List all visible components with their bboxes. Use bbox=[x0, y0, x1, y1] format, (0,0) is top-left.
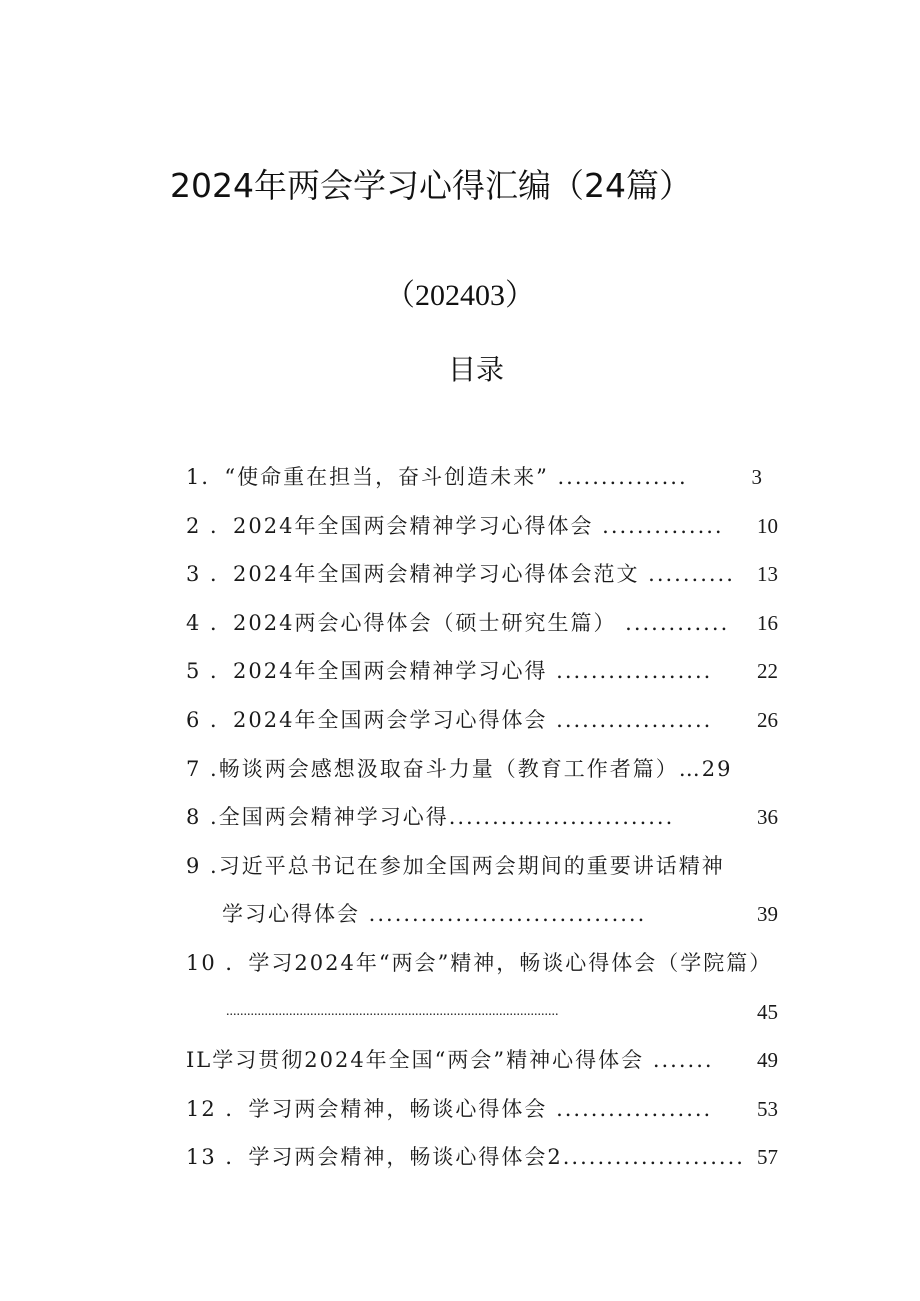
toc-entry-8[interactable] bbox=[186, 799, 778, 848]
table-of-contents bbox=[186, 459, 778, 1188]
toc-entry-text: 6 ．2024年全国两会学习心得体会 .................. bbox=[186, 707, 713, 732]
toc-heading: 目录 bbox=[447, 353, 504, 386]
toc-entry-text: 学习心得体会 ................................ bbox=[222, 902, 647, 927]
toc-entry-page: 39 bbox=[757, 902, 778, 927]
toc-entry-text: 13 ．学习两会精神，畅谈心得体会2..................... bbox=[186, 1145, 745, 1170]
toc-entry-text: 4 ．2024两会心得体会（硕士研究生篇） ............ bbox=[186, 610, 730, 635]
toc-entry-page: 10 bbox=[757, 513, 778, 538]
toc-entry-page: 36 bbox=[757, 805, 778, 830]
toc-entry-page: 57 bbox=[757, 1145, 778, 1170]
toc-dot-leader: ............................................................................................... bbox=[226, 1003, 559, 1019]
toc-entry-4[interactable] bbox=[186, 605, 778, 654]
toc-entry-3[interactable] bbox=[186, 556, 778, 605]
toc-entry-6[interactable] bbox=[186, 702, 778, 751]
toc-entry-7[interactable] bbox=[186, 751, 778, 800]
toc-entry-text: 2 ．2024年全国两会精神学习心得体会 .............. bbox=[186, 513, 724, 538]
toc-entry-text: IL学习贯彻2024年全国“两会”精神心得体会 ....... bbox=[186, 1048, 714, 1073]
toc-entry-12[interactable] bbox=[186, 1091, 778, 1140]
toc-entry-2[interactable] bbox=[186, 508, 778, 557]
document-title: 2024年两会学习心得汇编（24篇） bbox=[170, 166, 692, 205]
toc-entry-text: 3 ．2024年全国两会精神学习心得体会范文 .......... bbox=[186, 562, 735, 587]
toc-entry-page: 13 bbox=[757, 562, 778, 587]
toc-entry-page: 16 bbox=[757, 610, 778, 635]
toc-entry-page: 3 bbox=[751, 465, 762, 489]
toc-entry-11[interactable] bbox=[186, 1042, 778, 1091]
toc-entry-text: 12 ．学习两会精神，畅谈心得体会 .................. bbox=[186, 1096, 713, 1121]
toc-entry-text: 8 .全国两会精神学习心得.......................... bbox=[186, 805, 675, 830]
toc-entry-text: 9 .习近平总书记在参加全国两会期间的重要讲话精神 bbox=[186, 853, 725, 878]
toc-entry-page: 53 bbox=[757, 1096, 778, 1121]
toc-entry-9[interactable] bbox=[186, 848, 778, 897]
document-subtitle: （202403） bbox=[385, 279, 535, 312]
toc-entry-page: 45 bbox=[757, 999, 778, 1024]
toc-entry-text: 1．“使命重在担当，奋斗创造未来” ............... bbox=[186, 465, 688, 489]
toc-entry-5[interactable] bbox=[186, 653, 778, 702]
toc-entry-13[interactable] bbox=[186, 1139, 778, 1188]
toc-entry-page: 49 bbox=[757, 1048, 778, 1073]
toc-entry-page: 26 bbox=[757, 707, 778, 732]
toc-entry-text: 7 .畅谈两会感想汲取奋斗力量（教育工作者篇）…29 bbox=[186, 756, 733, 781]
toc-entry-9-continued[interactable] bbox=[186, 896, 778, 945]
toc-entry-10[interactable] bbox=[186, 945, 778, 994]
toc-entry-text: 10 ．学习2024年“两会”精神，畅谈心得体会（学院篇） bbox=[186, 950, 773, 975]
toc-entry-page: 22 bbox=[757, 659, 778, 684]
toc-entry-1[interactable] bbox=[186, 459, 778, 508]
toc-entry-text: 5 ．2024年全国两会精神学习心得 .................. bbox=[186, 659, 713, 684]
toc-entry-10-continued[interactable] bbox=[186, 994, 778, 1043]
